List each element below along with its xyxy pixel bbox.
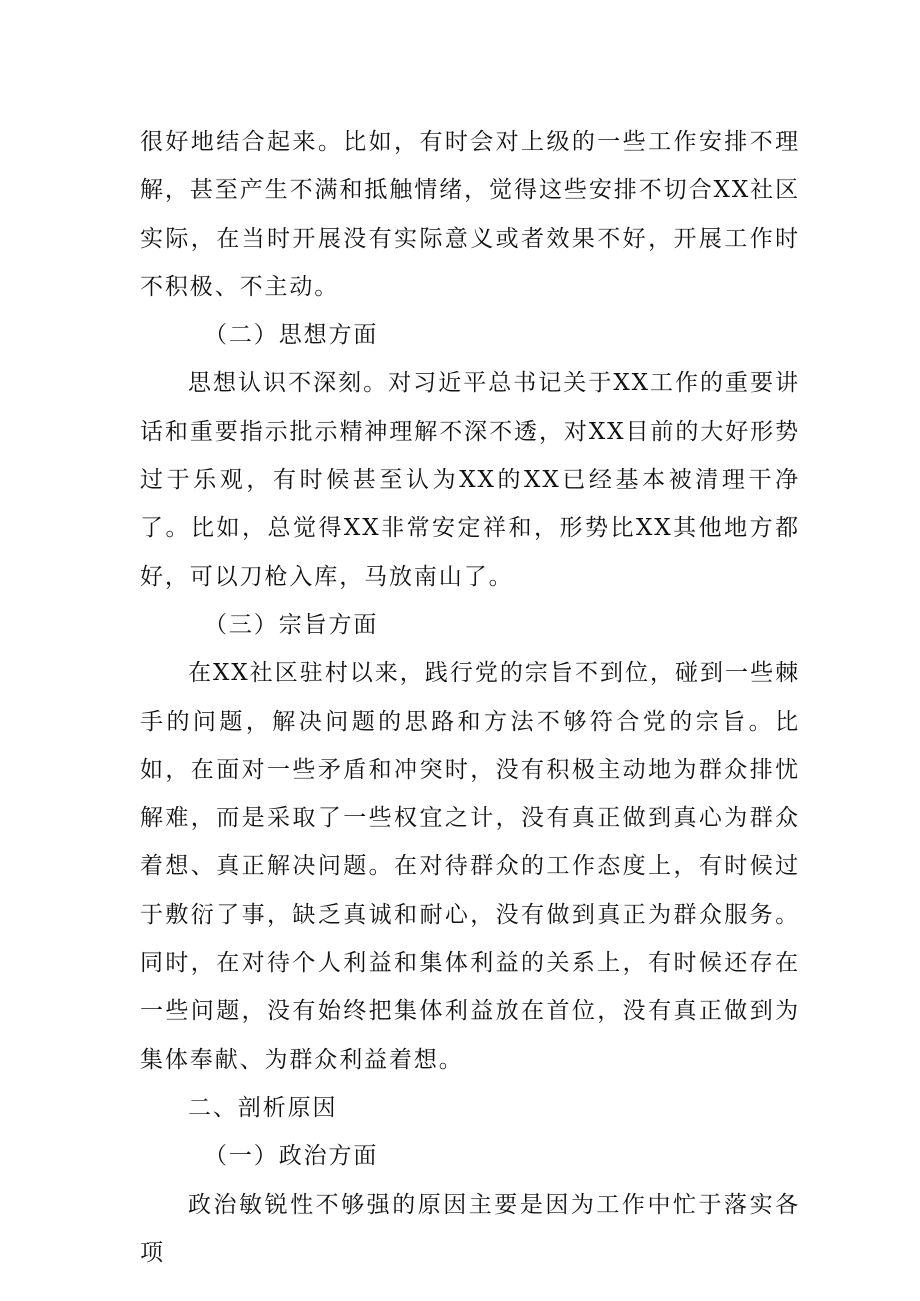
body-paragraph-continued: 很好地结合起来。比如，有时会对上级的一些工作安排不理解，甚至产生不满和抵触情绪，觉得这些安排不切合XX社区实际，在当时开展没有实际意义或者效果不好，开展工作时不积极、不主动。 [140, 129, 800, 300]
section-heading-ideology: （二）思想方面 [204, 322, 379, 349]
document-body [140, 118, 800, 1277]
body-paragraph-purpose: 在XX社区驻村以来，践行党的宗旨不到位，碰到一些棘手的问题，解决问题的思路和方法不够符合党的宗旨。比如，在面对一些矛盾和冲突时，没有积极主动地为群众排忧解难，而是采取了一些权宜之计，没有真正做到真心为群众着想、真正解决问题。在对待群众的工作态度上，有时候过于敷衍了事，缺乏真诚和耐心，没有做到真正为群众服务。同时，在对待个人利益和集体利益的关系上，有时候还存在一些问题，没有始终把集体利益放在首位，没有真正做到为集体奉献、为群众利益着想。 [140, 660, 800, 1073]
section-heading-purpose: （三）宗旨方面 [204, 611, 379, 638]
body-paragraph-politics: 政治敏锐性不够强的原因主要是因为工作中忙于落实各项 [140, 1191, 800, 1266]
section-heading-politics: （一）政治方面 [204, 1143, 379, 1170]
body-paragraph-ideology: 思想认识不深刻。对习近平总书记关于XX工作的重要讲话和重要指示批示精神理解不深不透，对XX目前的大好形势过于乐观，有时候甚至认为XX的XX已经基本被清理干净了。比如，总觉得XX非常安定祥和，形势比XX其他地方都好，可以刀枪入库，马放南山了。 [140, 370, 800, 590]
chapter-heading-causes: 二、剖析原因 [188, 1094, 338, 1121]
